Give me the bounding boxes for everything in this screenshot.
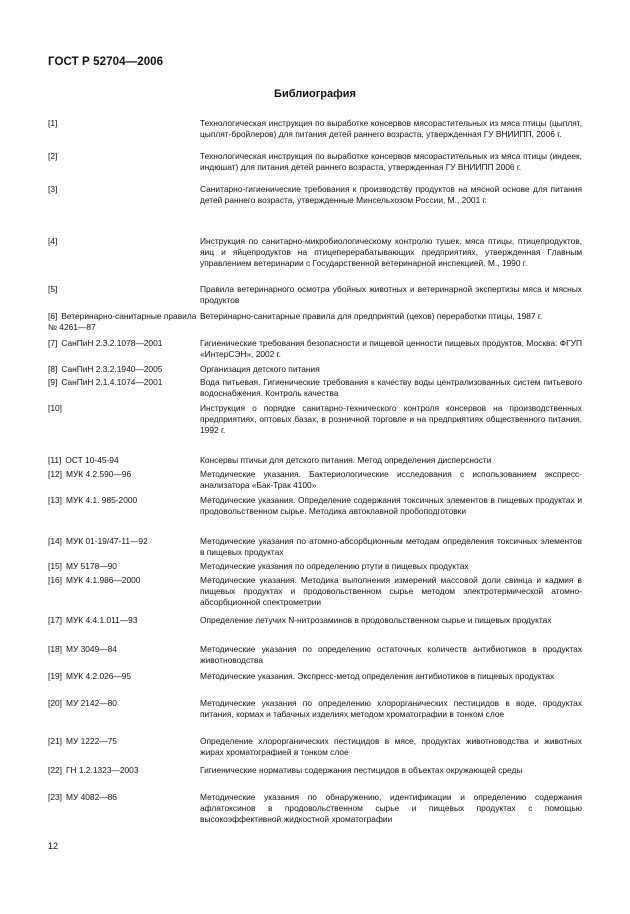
reference-designation xyxy=(48,644,200,655)
reference-item xyxy=(48,792,582,824)
reference-designation xyxy=(48,311,200,333)
reference-description: Методические указания. Определение содержания токсичных элементов в пищевых продуктах и продовольственном сырье. Методика автоклавной пробоподготовки xyxy=(200,495,582,516)
reference-number: [11] xyxy=(48,455,62,465)
reference-designation xyxy=(48,561,200,572)
reference-description: Определение летучих N-нитрозаминов в продовольственном сырье и пищевых продуктах xyxy=(200,615,552,625)
reference-item xyxy=(48,644,582,666)
reference-item xyxy=(48,575,582,607)
reference-designation xyxy=(48,455,200,466)
reference-description: Организация детского питания xyxy=(200,364,320,374)
reference-document-code: ГН 1.2.1323—2003 xyxy=(65,765,139,775)
reference-description: Методические указания по определению ртути в пищевых продуктах xyxy=(200,561,469,571)
reference-description: Ветеринарно-санитарные правила для предприятий (цехов) переработки птицы, 1987 г. xyxy=(200,311,543,321)
reference-document-code: МУК 4.2.590—96 xyxy=(65,469,132,479)
reference-designation xyxy=(48,284,200,295)
reference-number: [12] xyxy=(48,469,62,479)
reference-designation xyxy=(48,736,200,747)
reference-item xyxy=(48,671,582,682)
reference-document-code: МУК 4.4.1.011—93 xyxy=(65,615,138,625)
reference-number: [16] xyxy=(48,575,62,585)
reference-item xyxy=(48,184,582,206)
reference-item xyxy=(48,377,582,399)
reference-designation xyxy=(48,536,200,547)
reference-document-code: МУ 5178—90 xyxy=(65,561,117,571)
reference-item xyxy=(48,469,582,491)
reference-description: Гигиенические нормативы содержания пестицидов в объектах окружающей среды xyxy=(200,765,523,775)
reference-document-code: МУК 4.2.026—95 xyxy=(65,671,132,681)
reference-document-code: МУ 2142—80 xyxy=(65,698,117,708)
document-header: ГОСТ Р 52704—2006 xyxy=(48,56,164,68)
reference-designation xyxy=(48,615,200,626)
reference-item xyxy=(48,455,582,466)
reference-document-code: СанПиН 2.3.2.1078—2001 xyxy=(61,338,163,348)
reference-document-code: СанПиН 2.3.2.1940—2005 xyxy=(61,364,163,374)
reference-item xyxy=(48,495,582,517)
reference-description: Методические указания. Бактериологические исследования с использованием экспресс-анализатора «Бак-Трак 4100» xyxy=(200,469,582,490)
reference-description: Гигиенические требования безопасности и пищевой ценности пищевых продуктов, Москва: ФГУП «ИнтерСЭН», 2002 г. xyxy=(200,338,582,359)
reference-designation xyxy=(48,236,200,247)
reference-item xyxy=(48,118,582,140)
bibliography-title: Библиография xyxy=(274,88,356,100)
reference-document-code: Ветеринарно-санитарные правила № 4261—87 xyxy=(48,311,197,332)
reference-document-code: МУ 4082—86 xyxy=(65,792,117,802)
reference-document-code: МУ 3049—84 xyxy=(65,644,117,654)
reference-designation xyxy=(48,671,200,682)
reference-designation xyxy=(48,765,200,776)
reference-item xyxy=(48,736,582,758)
reference-designation xyxy=(48,469,200,480)
reference-item xyxy=(48,311,582,333)
reference-number: [21] xyxy=(48,736,62,746)
reference-designation xyxy=(48,698,200,709)
reference-number: [23] xyxy=(48,792,62,802)
reference-number: [17] xyxy=(48,615,62,625)
reference-description: Инструкция по санитарно-микробиологическому контролю тушек, мяса птицы, птицепродуктов, яиц и яйцепродуктов на птицеперерабатывающих предприятиях, утвержденная Главным управлением ветеринарии с Государственной ветеринарной инспекцией, М., 1990 г. xyxy=(200,236,582,268)
reference-designation xyxy=(48,495,200,506)
reference-designation xyxy=(48,403,200,414)
reference-description: Санитарно-гигиенические требования к производству продуктов на мясной основе для питания детей раннего возраста, утвержденные Минсельхозом России, М., 2001 г. xyxy=(200,184,582,205)
reference-description: Методические указания по атомно-абсорбционным методам определения токсичных элементов в пищевых продуктах xyxy=(200,536,582,557)
reference-number: [20] xyxy=(48,698,62,708)
reference-number: [1] xyxy=(48,118,58,128)
reference-description: Технологическая инструкция по выработке консервов мясорастительных из мяса птицы (индеек, индюшат) для питания детей раннего возраста, утвержденная ГУ ВНИИПП 2006 г. xyxy=(200,151,582,172)
reference-number: [8] xyxy=(48,364,58,374)
reference-designation xyxy=(48,377,200,388)
reference-number: [5] xyxy=(48,284,58,294)
reference-designation xyxy=(48,364,200,375)
reference-designation xyxy=(48,792,200,803)
page-number: 12 xyxy=(48,841,59,851)
reference-number: [9] xyxy=(48,377,58,387)
reference-description: Методические указания. Экспресс-метод определения антибиотиков в пищевых продуктах xyxy=(200,671,555,681)
reference-document-code: МУК 4.1.986—2000 xyxy=(65,575,141,585)
reference-item xyxy=(48,364,582,375)
reference-description: Технологическая инструкция по выработке консервов мясорастительных из мяса птицы (цыплят, цыплят-бройлеров) для питания детей раннего возраста, утвержденная ГУ ВНИИПП, 2006 г. xyxy=(200,118,582,139)
reference-description: Определение хлорорганических пестицидов в мясе, продуктах животноводства и животных жирах хроматографией в тонком слое xyxy=(200,736,582,757)
reference-document-code: ОСТ 10-45-94 xyxy=(65,455,119,465)
reference-item xyxy=(48,536,582,558)
reference-document-code: СанПиН 2.1.4.1074—2001 xyxy=(61,377,163,387)
reference-description: Методические указания по определению остаточных количеств антибиотиков в продуктах животноводства xyxy=(200,644,582,665)
reference-number: [7] xyxy=(48,338,58,348)
reference-item xyxy=(48,698,582,720)
reference-item xyxy=(48,403,582,435)
reference-number: [10] xyxy=(48,403,62,413)
reference-description: Консервы птичьи для детского питания. Метод определения дисперсности xyxy=(200,455,492,465)
reference-item xyxy=(48,561,582,572)
reference-item xyxy=(48,151,582,173)
reference-item xyxy=(48,615,582,626)
reference-number: [13] xyxy=(48,495,62,505)
reference-number: [22] xyxy=(48,765,62,775)
reference-document-code: МУК 01-19/47-11—92 xyxy=(65,536,148,546)
reference-number: [6] xyxy=(48,311,58,321)
reference-description: Методические указания по определению хлорорганических пестицидов в воде, продуктах питания, кормах и табачных изделиях методом хроматографии в тонком слое xyxy=(200,698,582,719)
reference-description: Правила ветеринарного осмотра убойных животных и ветеринарной экспертизы мяса и мясных продуктов xyxy=(200,284,582,305)
reference-document-code: МУ 1222—75 xyxy=(65,736,117,746)
reference-number: [15] xyxy=(48,561,62,571)
reference-description: Инструкция о порядке санитарно-технического контроля консервов на производственных предприятиях, оптовых базах, в розничной торговле и на предприятиях общественного питания, 1992 г. xyxy=(200,403,582,435)
reference-designation xyxy=(48,338,200,349)
reference-document-code: МУК 4.1. 985-2000 xyxy=(65,495,138,505)
reference-description: Методические указания по обнаружению, идентификации и определению содержания афлатоксинов в продовольственном сырье и пищевых продуктах с помощью высокоэффективной жидкостной хроматографии xyxy=(200,792,582,824)
reference-number: [18] xyxy=(48,644,62,654)
reference-number: [19] xyxy=(48,671,62,681)
reference-item xyxy=(48,236,582,268)
reference-description: Методические указания. Методика выполнения измерений массовой доли свинца и кадмия в пищевых продуктах и продовольственном сырье методом электротермической атомно-абсорбционной спектрометрии xyxy=(200,575,582,607)
reference-number: [2] xyxy=(48,151,58,161)
reference-item xyxy=(48,284,582,306)
reference-item xyxy=(48,765,582,776)
reference-designation xyxy=(48,184,200,195)
reference-description: Вода питьевая. Гигиенические требования к качеству воды централизованных систем питьевого водоснабжения. Контроль качества xyxy=(200,377,582,398)
reference-number: [4] xyxy=(48,236,58,246)
reference-designation xyxy=(48,151,200,162)
reference-item xyxy=(48,338,582,360)
reference-number: [14] xyxy=(48,536,62,546)
reference-designation xyxy=(48,575,200,586)
reference-designation xyxy=(48,118,200,129)
reference-number: [3] xyxy=(48,184,58,194)
